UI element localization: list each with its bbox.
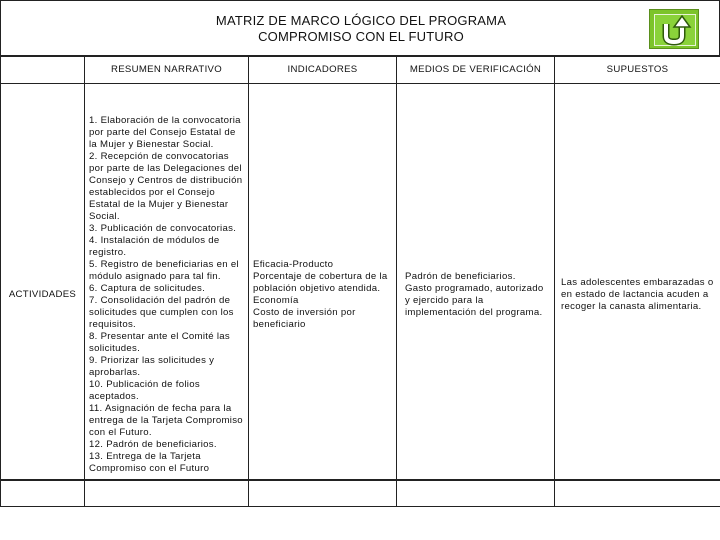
assumptions-cell: Las adolescentes embarazadas o en estado de lactancia acuden a recoger la canasta alimentaria. (555, 84, 720, 507)
header-indicators: INDICADORES (249, 57, 397, 84)
header-empty (1, 57, 85, 84)
table-row (1, 84, 720, 507)
header-row (1, 57, 720, 84)
narrative-cell: 1. Elaboración de la convocatoria por parte del Consejo Estatal de la Mujer y Bienestar Social. 2. Recepción de convocatorias por parte de las Delegaciones del Consejo y Centros de distribución establecidos por el Consejo Estatal de la Mujer y Bienestar Social. 3. Publicación de convocatorias. 4. Instalación de módulos de registro. 5. Registro de beneficiarias en el módulo asignado para tal fin. 6. Captura de solicitudes. 7. Consolidación del padrón de solicitudes que cumplen con los requisitos. 8. Presentar ante el Comité las solicitudes. 9. Priorizar las solicitudes y aprobarlas. 10. Publicación de folios aceptados. 11. Asignación de fecha para la entrega de la Tarjeta Compromiso con el Futuro. 12. Padrón de beneficiarios. 13. Entrega de la Tarjeta Compromiso con el Futuro (85, 84, 249, 507)
row-label: ACTIVIDADES (1, 84, 85, 507)
title-box (0, 0, 720, 57)
header-verification: MEDIOS DE VERIFICACIÓN (397, 57, 555, 84)
back-button[interactable] (649, 9, 699, 49)
bottom-rule (0, 479, 720, 481)
verification-cell: Padrón de beneficiarios. Gasto programado, autorizado y ejercido para la implementación del programa. (397, 84, 555, 507)
title-line-1: MATRIZ DE MARCO LÓGICO DEL PROGRAMA (215, 13, 507, 28)
page-title (1, 13, 720, 45)
header-narrative: RESUMEN NARRATIVO (85, 57, 249, 84)
u-turn-arrow-icon (658, 14, 692, 46)
indicators-cell: Eficacia-Producto Porcentaje de cobertura de la población objetivo atendida. Economía Costo de inversión por beneficiario (249, 84, 397, 507)
logframe-table (0, 56, 720, 507)
header-assumptions: SUPUESTOS (555, 57, 720, 84)
title-line-2: COMPROMISO CON EL FUTURO (258, 29, 464, 44)
